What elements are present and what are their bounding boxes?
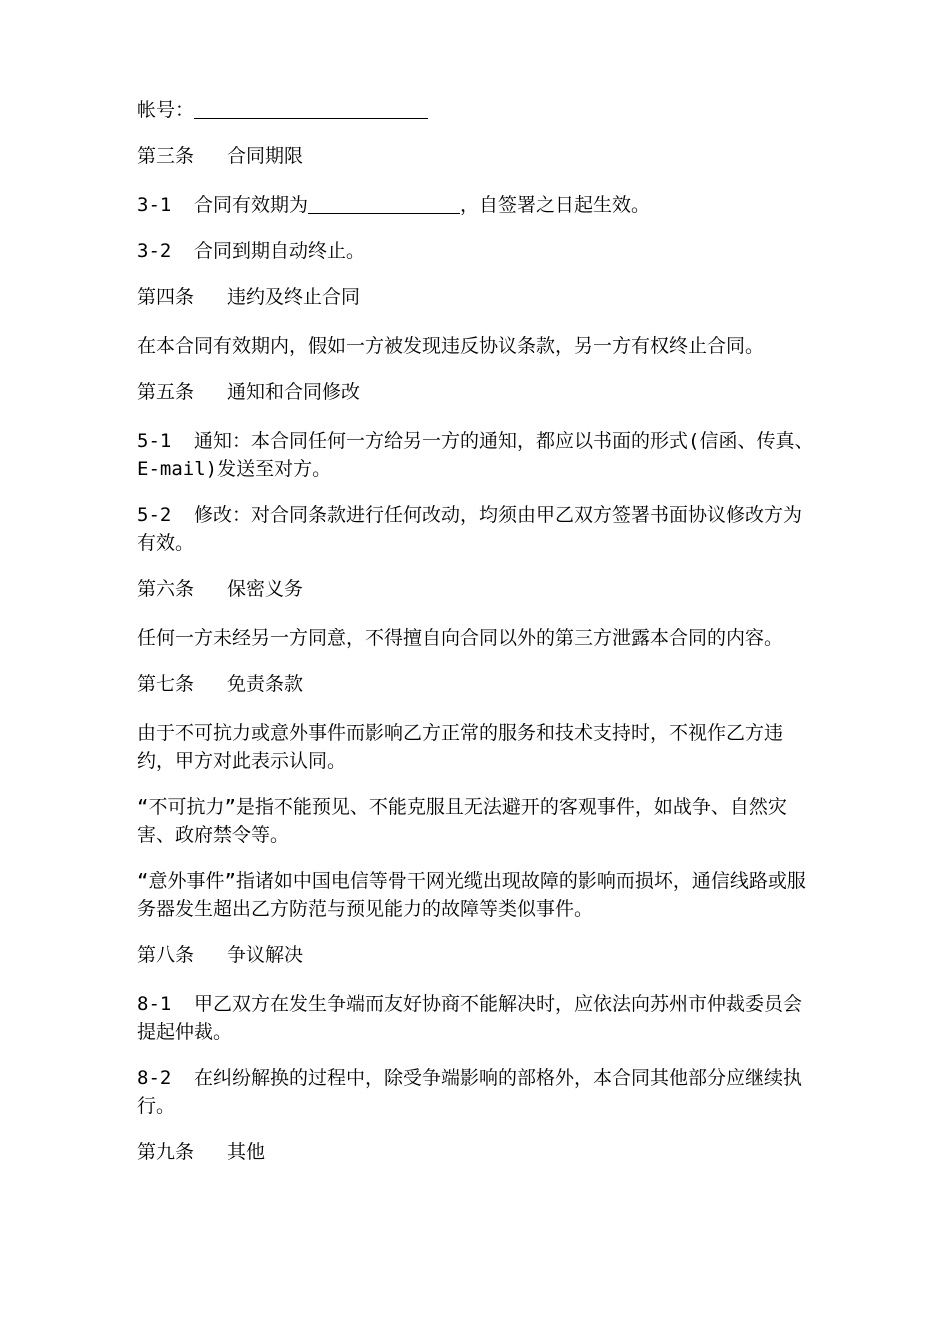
clause-number: 8-1 xyxy=(137,993,172,1015)
article-title: 保密义务 xyxy=(227,578,304,600)
clause-3-2 xyxy=(137,237,817,265)
article-4-text: 在本合同有效期内，假如一方被发现违反协议条款，另一方有权终止合同。 xyxy=(137,335,765,357)
article-number: 第七条 xyxy=(137,673,195,695)
account-label: 帐号： xyxy=(137,99,195,121)
article-number: 第八条 xyxy=(137,944,195,966)
article-4-heading xyxy=(137,283,817,311)
clause-3-1 xyxy=(137,191,817,219)
force-majeure-definition: “不可抗力”是指不能预见、不能克服且无法避开的客观事件，如战争、自然灾害、政府禁令等。 xyxy=(137,796,787,846)
clause-number: 3-2 xyxy=(137,240,172,262)
article-6-text: 任何一方未经另一方同意，不得擅自向合同以外的第三方泄露本合同的内容。 xyxy=(137,627,784,649)
clause-8-2 xyxy=(137,1064,817,1120)
article-title: 通知和合同修改 xyxy=(227,381,361,403)
clause-text-before-blank: 合同有效期为 xyxy=(194,194,309,216)
term-blank-line xyxy=(308,193,460,214)
account-blank-line xyxy=(194,98,428,119)
clause-text-after-blank: ，自签署之日起生效。 xyxy=(460,194,651,216)
article-7-paragraph: 由于不可抗力或意外事件而影响乙方正常的服务和技术支持时，不视作乙方违约，甲方对此表示认同。 xyxy=(137,722,784,772)
clause-text: 甲乙双方在发生争端而友好协商不能解决时，应依法向苏州市仲裁委员会提起仲裁。 xyxy=(137,993,803,1043)
clause-8-1 xyxy=(137,990,817,1046)
clause-number: 5-1 xyxy=(137,430,172,452)
article-title: 其他 xyxy=(227,1141,266,1163)
contract-document xyxy=(137,96,817,1187)
clause-number: 3-1 xyxy=(137,194,172,216)
article-number: 第三条 xyxy=(137,145,195,167)
article-number: 第五条 xyxy=(137,381,195,403)
article-number: 第六条 xyxy=(137,578,195,600)
clause-text: 修改：对合同条款进行任何改动，均须由甲乙双方签署书面协议修改方为有效。 xyxy=(137,504,803,554)
clause-number: 8-2 xyxy=(137,1067,172,1089)
article-title: 合同期限 xyxy=(227,145,304,167)
article-title: 违约及终止合同 xyxy=(227,286,361,308)
article-7-heading xyxy=(137,670,817,698)
article-number: 第四条 xyxy=(137,286,195,308)
clause-text: 合同到期自动终止。 xyxy=(194,240,366,262)
article-9-heading xyxy=(137,1138,817,1166)
article-title: 争议解决 xyxy=(227,944,304,966)
account-line xyxy=(137,96,817,124)
article-3-heading xyxy=(137,142,817,170)
clause-text: 在纠纷解换的过程中，除受争端影响的部格外，本合同其他部分应继续执行。 xyxy=(137,1067,803,1117)
article-5-heading xyxy=(137,378,817,406)
article-number: 第九条 xyxy=(137,1141,195,1163)
clause-5-1 xyxy=(137,427,817,483)
article-8-heading xyxy=(137,941,817,969)
article-title: 免责条款 xyxy=(227,673,304,695)
clause-number: 5-2 xyxy=(137,504,172,526)
accident-definition: “意外事件”指诸如中国电信等骨干网光缆出现故障的影响而损坏，通信线路或服务器发生超出乙方防范与预见能力的故障等类似事件。 xyxy=(137,870,806,920)
clause-text: 通知：本合同任何一方给另一方的通知，都应以书面的形式(信函、传真、E-mail)发送至对方。 xyxy=(137,430,814,480)
article-6-heading xyxy=(137,575,817,603)
clause-5-2 xyxy=(137,501,817,557)
